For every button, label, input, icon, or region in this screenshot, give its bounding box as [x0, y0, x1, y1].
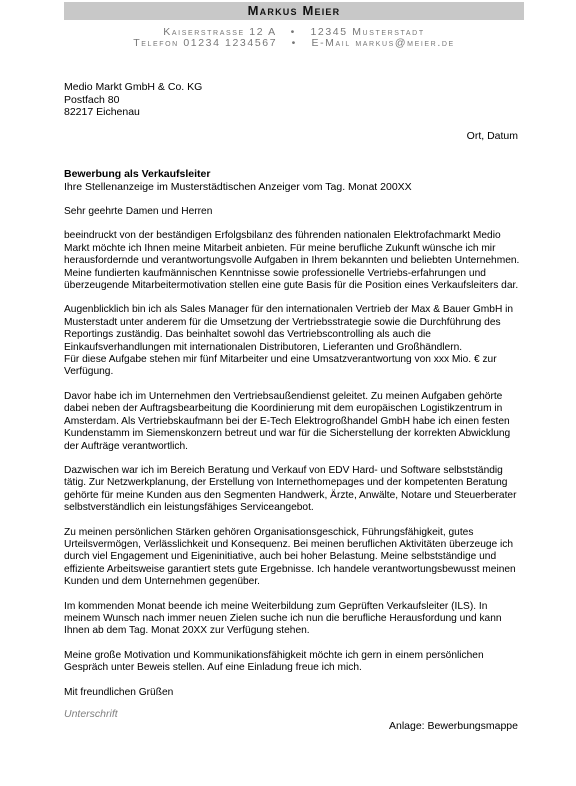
sender-city: 12345 Musterstadt: [310, 26, 425, 38]
sender-street: Kaiserstrasse 12 A: [163, 26, 277, 38]
body-paragraph: Für diese Aufgabe stehen mir fünf Mitarbeiter und eine Umsatzverantwortung von xxx Mio. € zur Verfügung.: [64, 354, 497, 378]
letter-body: [64, 206, 522, 711]
body-paragraph: Meine große Motivation und Kommunikationsfähigkeit möchte ich gern in einem persönlichen Gespräch unter Beweis stellen. Auf eine Einladung freue ich mich.: [64, 649, 484, 674]
body-paragraph: beeindruckt von der beständigen Erfolgsbilanz des führenden nationalen Elektrofachmarkt Medio Markt möchte ich Ihnen meine Mitarbeit anbieten. Für meine berufliche Zukunft wünsche ich mir herausfordernde und verantwortungsvolle Aufgaben in Ihrem bekannten und beliebten Unternehmen. Meine fundierten kaufmännischen Kenntnisse sowie professionelle Vertriebs-erfahrungen und überzeugende Mitarbeitermotivation stellen eine gute Basis für die Position eines Verkaufsleiters dar.: [64, 230, 520, 292]
body-paragraph: Zu meinen persönlichen Stärken gehören Organisationsgeschick, Führungsfähigkeit, gutes Urteilsvermögen, Verlässlichkeit und Konsequenz. Bei meinen beruflichen Aktivitäten überzeuge ich durch viel Engagement und Eigeninitiative, auch bei hoher Belastung. Meine selbstständige und effiziente Arbeitsweise garantiert stets gute Ergebnisse. Ich handele verantwortungsbewusst meinen Kunden und dem Unternehmen gegenüber.: [64, 526, 516, 588]
separator-dot: •: [290, 26, 296, 38]
body-paragraph: Dazwischen war ich im Bereich Beratung und Verkauf von EDV Hard- und Software selbstständig tätig. Zur Netzwerkplanung, der Erstellung von Internethomepages und der kompetenten Beratung gehörte für meine Kunden aus den Segmenten Handwerk, Ärzte, Anwälte, Notare und Steuerberater selbstverständlich ein leistungsfähiges Serviceangebot.: [64, 464, 517, 514]
recipient-address: [64, 81, 202, 119]
body-paragraph: Davor habe ich im Unternehmen den Vertriebsaußendienst geleitet. Zu meinen Aufgaben gehörte dabei neben der Auftragsbearbeitung die Koordinierung mit dem europäischen Logistikzentrum in Amsterdam. Als Vertriebskaufmann bei der E-Tech Elektrogroßhandel GmbH habe ich einen festen Kundenstamm im Siemenskonzern betreut und war für die Sicherstellung der korrekten Abwicklung der Aufträge verantwortlich.: [64, 390, 511, 452]
body-paragraph: Im kommenden Monat beende ich meine Weiterbildung zum Geprüften Verkaufsleiter (ILS). In meinem Wunsch nach immer neuen Zielen suche ich nun die berufliche Herausfordung und kann Ihnen ab dem Tag. Monat 20XX zur Verfügung stehen.: [64, 600, 502, 637]
sender-phone: Telefon 01234 1234567: [133, 37, 278, 49]
sender-email: E-Mail markus@meier.de: [311, 37, 455, 49]
recipient-city: 82217 Eichenau: [64, 106, 140, 118]
subject-reference: Ihre Stellenanzeige im Musterstädtischen Anzeiger vom Tag. Monat 200XX: [64, 180, 412, 193]
separator-dot: •: [291, 37, 297, 49]
recipient-company: Medio Markt GmbH & Co. KG: [64, 81, 203, 93]
sender-name: Markus Meier: [247, 3, 341, 18]
contact-phone-email-line: [64, 37, 524, 49]
recipient-postbox: Postfach 80: [64, 93, 120, 106]
closing-line: Mit freundlichen Grüßen: [64, 686, 174, 698]
attachment-note: Anlage: Bewerbungsmappe: [388, 720, 518, 732]
body-paragraph: Augenblicklich bin ich als Sales Manager für den internationalen Vertrieb der Max & Bauer GmbH in Musterstadt unter anderem für die Umsetzung der Vertriebsstrategie sowie die Durchführung des Reportings zuständig. Das beinhaltet sowohl das Vertriebscontrolling als auch die Einkaufsverhandlungen mit internationalen Distributoren, Lieferanten und Großhändlern.: [64, 304, 514, 353]
signature-placeholder: Unterschrift: [64, 708, 118, 720]
letter-date: Ort, Datum: [466, 130, 518, 142]
subject-title: Bewerbung als Verkaufsleiter: [64, 168, 211, 180]
subject-block: [64, 168, 412, 193]
salutation: Sehr geehrte Damen und Herren: [64, 206, 213, 217]
header-name-bar: [64, 2, 524, 20]
